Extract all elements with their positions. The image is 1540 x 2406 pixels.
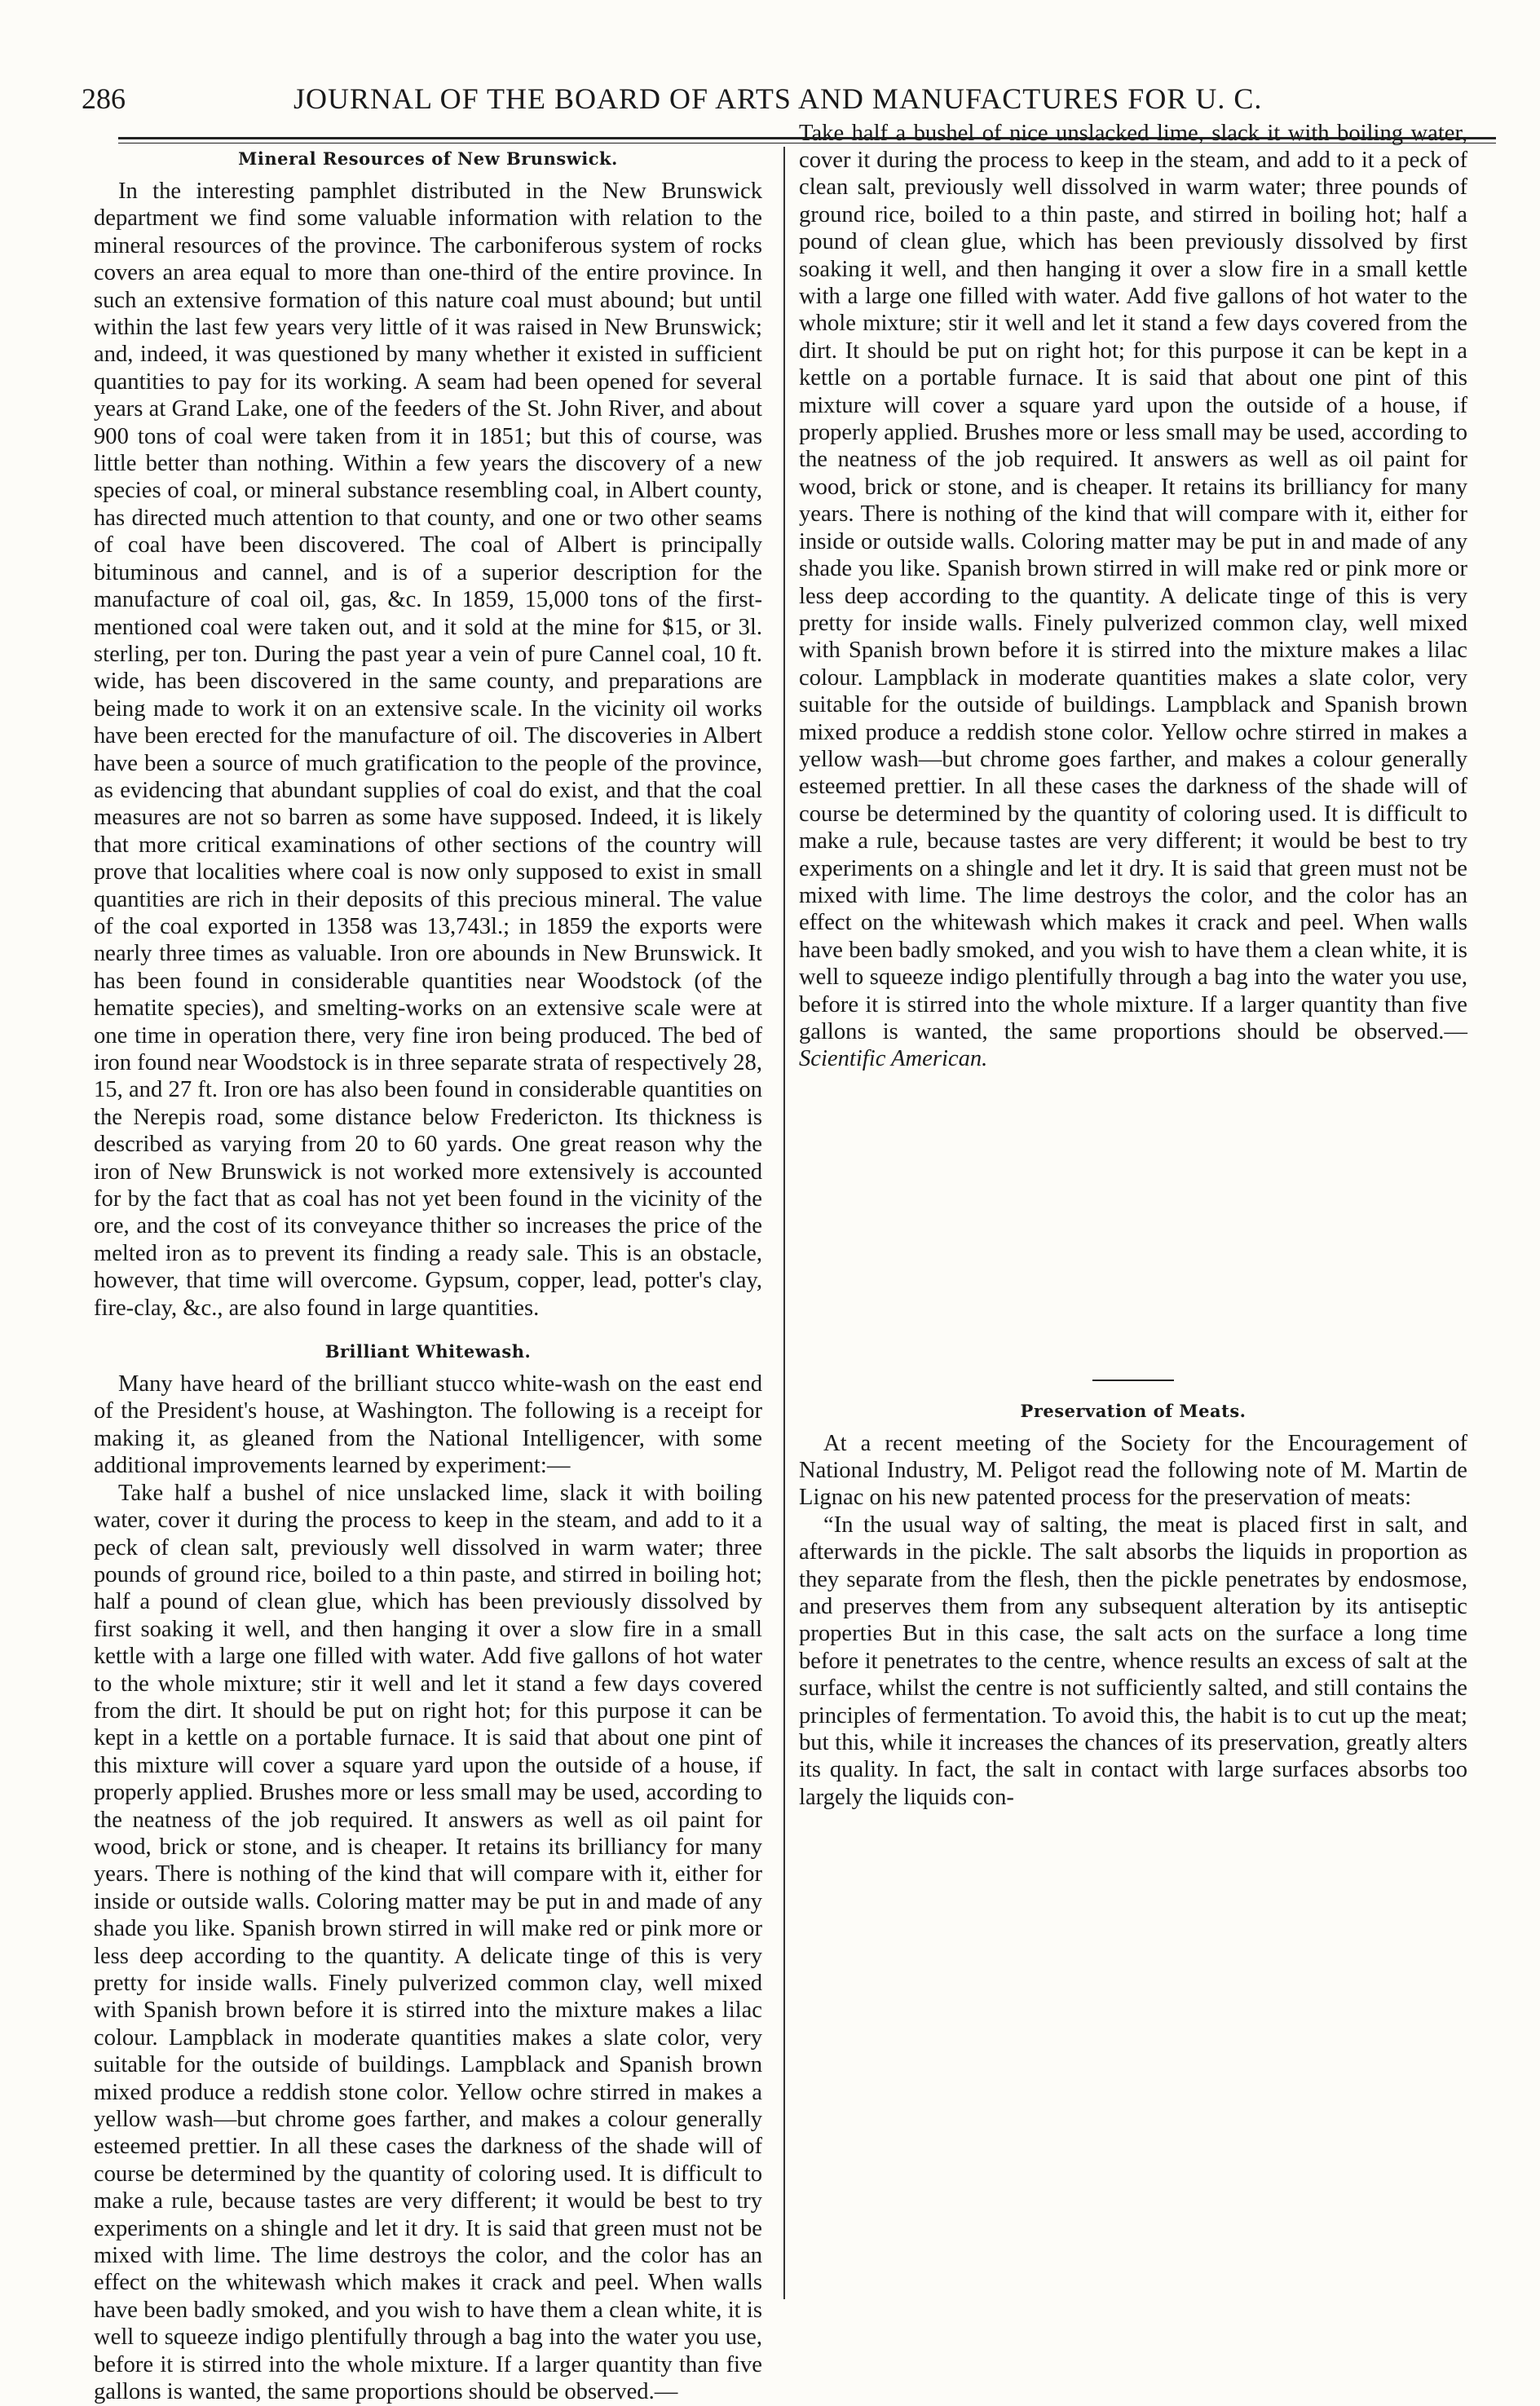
article-body: In the interesting pamphlet distributed in the New Brunswick department we find some valuable information with relation to the mineral resources of the province. The carboniferous system of rocks covers an area equal to more than one-third of the entire province. In such an extensive formation of this nature coal must abound; but until within the last few years very little of it was raised in New Brunswick; and, indeed, it was questioned by many whether it existed in sufficient quantities to pay for its working. A seam had been opened for several years at Grand Lake, one of the feeders of the St. John River, and about 900 tons of coal were taken from it in 1851; but this of course, was little better than nothing. Within a few years the discovery of a new species of coal, or mineral substance resembling coal, in Albert county, has directed much attention to that county, and one or two other seams of coal have been discovered. The coal of Albert is principally bituminous and cannel, and is of a superior description for the manufacture of coal oil, gas, &c. In 1859, 15,000 tons of the first-mentioned coal were taken out, and it sold at the mine for $15, or 3l. sterling, per ton. During the past year a vein of pure Cannel coal, 10 ft. wide, has been discovered in the same county, and preparations are being made to work it on an extensive scale. In the vicinity oil works have been erected for the manufacture of oil. The discoveries in Albert have been a source of much gratification to the people of the province, as evidencing that abundant supplies of coal do exist, and that the coal measures are not so barren as some have supposed. Indeed, it is likely that more critical examinations of other sections of the country will prove that localities where coal is now only supposed to exist in small quantities are rich in their deposits of this precious mineral. The value of the coal exported in 1358 was 13,743l.; in 1859 the exports were nearly three times as valuable. Iron ore abounds in New Brunswick. It has been found in considerable quantities near Woodstock (of the hematite species), and smelting-works on an extensive scale were at one time in operation there, very fine iron being produced. The bed of iron found near Woodstock is in three separate strata of respectively 28, 15, and 27 ft. Iron ore has also been found in considerable quantities on the Nerepis road, some distance below Fredericton. Its thickness is described as varying from 20 to 60 yards. One great reason why the iron of New Brunswick is not worked more extensively is accounted for by the fact that as coal has not yet been found in the vicinity of the ore, and the cost of its conveyance thither so increases the price of the melted iron as to prevent its finding a ready sale. This is an obstacle, however, that time will overcome. Gypsum, copper, lead, potter's clay, fire-clay, &c., are also found in large quantities. [94,179,762,1321]
page-number: 286 [82,82,126,115]
article-paragraph: “In the usual way of salting, the meat is placed first in salt, and afterwards in the pickle. The salt absorbs the liquids in proportion as they separate from the flesh, then the pickle penetrates by endosmose, and preserves them from any subsequent alteration by its antiseptic properties But in this case, the salt acts on the surface a long time before it penetrates to the centre, whence results an excess of salt at the surface, whilst the centre is not sufficiently salted, and still contains the principles of fermentation. To avoid this, the habit is to cut up the meat; but this, while it increases the chances of its preservation, greatly alters its quality. In fact, the salt in contact with large surfaces absorbs too largely the liquids con- [799,1512,1467,1810]
running-title: JOURNAL OF THE BOARD OF ARTS AND MANUFACTURES FOR U. C. [293,82,1263,115]
article-paragraph: At a recent meeting of the Society for the Encouragement of National Industry, M. Peligot read the following note of M. Martin de Lignac on his new patented process for the preservation of meats: [799,1430,1467,1511]
article-source: Scientific American. [799,1046,988,1072]
article-whitewash-continued [799,120,1467,1371]
column-divider [783,147,785,2299]
left-column [94,147,762,2405]
article-mineral-resources [94,147,762,1322]
article-title: Mineral Resources of New Brunswick. [238,148,618,169]
article-preservation-of-meats [799,1399,1467,1812]
article-paragraph: Take half a bushel of nice unslacked lime, slack it with boiling water, cover it during the process to keep in the steam, and add to it a peck of clean salt, previously well dissolved in warm water; three pounds of ground rice, boiled to a thin paste, and stirred in boiling hot; half a pound of clean glue, which has been previously dissolved by first soaking it well, and then hanging it over a slow fire in a small kettle with a large one filled with water. Add five gallons of hot water to the whole mixture; stir it well and let it stand a few days covered from the dirt. It should be put on right hot; for this purpose it can be kept in a kettle on a portable furnace. It is said that about one pint of this mixture will cover a square yard upon the outside of a house, if properly applied. Brushes more or less small may be used, according to the neatness of the job required. It answers as well as oil paint for wood, brick or stone, and is cheaper. It retains its brilliancy for many years. There is nothing of the kind that will compare with it, either for inside or outside walls. Coloring matter may be put in and made of any shade you like. Spanish brown stirred in will make red or pink more or less deep according to the quantity. A delicate tinge of this is very pretty for inside walls. Finely pulverized common clay, well mixed with Spanish brown before it is stirred into the mixture makes a lilac colour. Lampblack in moderate quantities makes a slate color, very suitable for the outside of buildings. Lampblack and Spanish brown mixed produce a reddish stone color. Yellow ochre stirred in makes a yellow wash—but chrome goes farther, and makes a colour generally esteemed prettier. In all these cases the darkness of the shade will of course be determined by the quantity of coloring used. It is difficult to make a rule, because tastes are very different; it would be best to try experiments on a shingle and let it dry. It is said that green must not be mixed with lime. The lime destroys the color, and the color has an effect on the whitewash which makes it crack and peel. When walls have been badly smoked, and you wish to have them a clean white, it is well to squeeze indigo plentifully through a bag into the water you use, before it is stirred into the whole mixture. If a larger quantity than five gallons is wanted, the same proportions should be observed.—Scientific American. [799,120,1467,1072]
article-paragraph-continued: Take half a bushel of nice unslacked lime, slack it with boiling water, cover it during the process to keep in the steam, and add to it a peck of clean salt, previously well dissolved in warm water; three pounds of ground rice, boiled to a thin paste, and stirred in boiling hot; half a pound of clean glue, which has been previously dissolved by first soaking it well, and then hanging it over a slow fire in a small kettle with a large one filled with water. Add five gallons of hot water to the whole mixture; stir it well and let it stand a few days covered from the dirt. It should be put on right hot; for this purpose it can be kept in a kettle on a portable furnace. It is said that about one pint of this mixture will cover a square yard upon the outside of a house, if properly applied. Brushes more or less small may be used, according to the neatness of the job required. It answers as well as oil paint for wood, brick or stone, and is cheaper. It retains its brilliancy for many years. There is nothing of the kind that will compare with it, either for inside or outside walls. Coloring matter may be put in and made of any shade you like. Spanish brown stirred in will make red or pink more or less deep according to the quantity. A delicate tinge of this is very pretty for inside walls. Finely pulverized common clay, well mixed with Spanish brown before it is stirred into the mixture makes a lilac colour. Lampblack in moderate quantities makes a slate color, very suitable for the outside of buildings. Lampblack and Spanish brown mixed produce a reddish stone color. Yellow ochre stirred in makes a yellow wash—but chrome goes farther, and makes a colour generally esteemed prettier. In all these cases the darkness of the shade will of course be determined by the quantity of coloring used. It is difficult to make a rule, because tastes are very different; it would be best to try experiments on a shingle and let it dry. It is said that green must not be mixed with lime. The lime destroys the color, and the color has an effect on the whitewash which makes it crack and peel. When walls have been badly smoked, and you wish to have them a clean white, it is well to squeeze indigo plentifully through a bag into the water you use, before it is stirred into the whole mixture. If a larger quantity than five gallons is wanted, the same proportions should be observed.— [94,1480,762,2405]
right-column [799,120,1467,1811]
article-paragraph: Many have heard of the brilliant stucco white-wash on the east end of the President's house, at Washington. The following is a receipt for making it, as gleaned from the National Intelligencer, with some additional improvements learned by experiment:— [94,1371,762,1479]
article-title: Brilliant Whitewash. [324,1341,532,1362]
article-brilliant-whitewash [94,1340,762,2405]
section-divider-rule [1092,1380,1174,1381]
article-title: Preservation of Meats. [1020,1400,1247,1421]
